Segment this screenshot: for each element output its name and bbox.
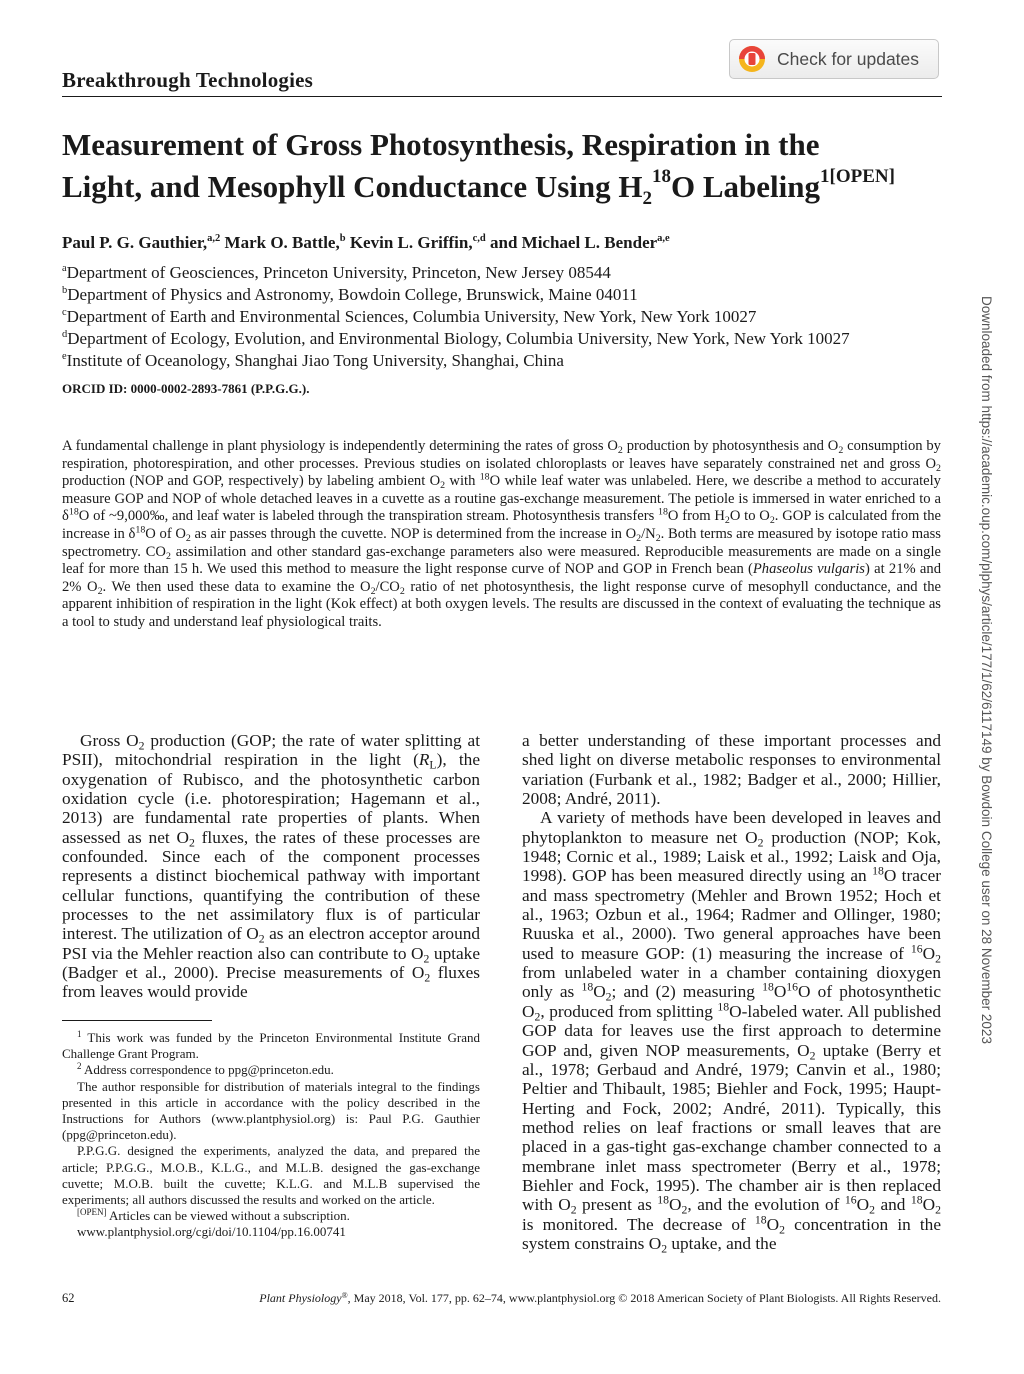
affiliation-key: e <box>62 351 67 362</box>
affiliation <box>62 284 850 306</box>
body-column-left: Gross $O_2$ production (GOP; the rate of water splitting at PSII), mitochondrial respiration in the light $(R_L)$, the oxygenation of Rubisco, and the photosynthetic carbon oxidation cycle (i.e. photorespiration; Hagemann et al., 2013) are fundamental rate properties of plants. When assessed as net $O_2$ fluxes, the rates of these processes are confounded. Since each of the component processes represents a distinct biochemical pathway with important cellular functions, quantifying the contribution of these processes to the net assimilatory flux is of particular interest. The utilization of $O_2$ as an electron acceptor around PSI via the Mehler reaction also can contribute to $O_2$ uptake (Badger et al., 2000). Precise measurements of $O_2$ fluxes from leaves would provide <box>62 731 480 1002</box>
header-rule <box>62 96 942 97</box>
affiliation-text: Department of Ecology, Evolution, and Environmental Biology, Columbia University, New York, New York 10027 <box>67 329 850 348</box>
title-subscript: 2 <box>642 188 652 209</box>
journal-footer: Plant Physiology®, May 2018, Vol. 177, pp. 62–74, www.plantphysiol.org © 2018 American Society of Plant Biologists. All Rights Reserved. <box>259 1291 941 1305</box>
author: Kevin L. Griffin, <box>349 233 473 252</box>
orcid-id: ORCID ID: 0000-0002-2893-7861 (P.P.G.G.). <box>62 381 310 396</box>
author-affiliation-marker: c,d <box>472 233 486 244</box>
title-line-2-rest: O Labeling <box>671 169 821 204</box>
download-watermark: Downloaded from https://academic.oup.com/plphys/article/177/1/62/6117149 by Bowdoin College user on 28 November 2023 <box>979 296 994 1044</box>
title-line-2-main: Light, and Mesophyll Conductance Using H <box>62 169 643 204</box>
author: Paul P. G. Gauthier, <box>62 233 208 252</box>
title-footnote-marker: 1[OPEN] <box>820 166 895 187</box>
footnotes: $^1$ This work was funded by the Princeton Environmental Institute Grand Challenge Grant Program. $^2$ Address correspondence to ppg@princeton.edu. The author responsible for distribution of materials integral to the findings presented in this article in accordance with the policy described in the Instructions for Authors (www.plantphysiol.org) is: Paul P.G. Gauthier (ppg@princeton.edu). P.P.G.G. designed the experiments, analyzed the data, and prepared the article; P.P.G.G., M.O.B., K.L.G., and M.L.B. designed the gas-exchange cuvette; M.O.B. built the cuvette; K.L.G. and M.L.B supervised the experiments; all authors discussed the results and worked on the article. [OPEN] Articles can be viewed without a subscription. www.plantphysiol.org/cgi/doi/10.1104/pp.16.00741 <box>62 1029 480 1240</box>
footnote-rule <box>62 1020 212 1021</box>
affiliation-list <box>62 262 850 372</box>
author-list <box>62 233 670 253</box>
affiliation-text: Institute of Oceanology, Shanghai Jiao Tong University, Shanghai, China <box>66 351 564 370</box>
author: Mark O. Battle, <box>224 233 340 252</box>
check-for-updates-label: Check for updates <box>777 48 920 69</box>
author-affiliation-marker: b <box>339 233 346 244</box>
title-line-1: Measurement of Gross Photosynthesis, Respiration in the <box>62 127 820 162</box>
affiliation-text: Department of Earth and Environmental Sciences, Columbia University, New York, New York 10027 <box>66 307 757 326</box>
affiliation-key: c <box>62 307 67 318</box>
check-for-updates-button[interactable] <box>729 39 939 79</box>
author: and Michael L. Bender <box>489 233 658 252</box>
section-label: Breakthrough Technologies <box>62 68 314 92</box>
affiliation <box>62 328 850 350</box>
article-title <box>62 124 962 208</box>
affiliation <box>62 262 850 284</box>
crossmark-icon <box>738 45 766 73</box>
affiliation <box>62 350 850 372</box>
affiliation-key: a <box>62 263 67 274</box>
title-isotope: 18 <box>652 166 671 187</box>
abstract: A fundamental challenge in plant physiology is independently determining the rates of gross $O_2$ production by photosynthesis and $O_2$ consumption by respiration, photorespiration, and other processes. Previous studies on isolated chloroplasts or leaves have separately constrained net and gross $O_2$ production (NOP and GOP, respectively) by labeling ambient $O_2$ with $^{18}$O while leaf water was unlabeled. Here, we describe a method to accurately measure GOP and NOP of whole detached leaves in a cuvette as a routine gas-exchange measurement. The petiole is immersed in water enriched to a $\delta^{18}O$ of ~9,000‰, and leaf water is labeled through the transpiration stream. Photosynthesis transfers $^{18}$O from $H_2O$ to $O_2$. GOP is calculated from the increase in $\delta^{18}O$ of $O_2$ as air passes through the cuvette. NOP is determined from the increase in $O_2/N_2$. Both terms are measured by isotope ratio mass spectrometry. $CO_2$ assimilation and other standard gas-exchange parameters also were measured. Reproducible measurements are made on a single leaf for more than 15 h. We used this method to measure the light response curve of NOP and GOP in French bean (Phaseolus vulgaris) at 21% and 2% $O_2$. We then used these data to examine the $O_2/CO_2$ ratio of net photosynthesis, the light response curve of mesophyll conductance, and the apparent inhibition of respiration in the light (Kok effect) at both oxygen levels. The results are discussed in the context of evaluating the technique as a tool to study and understand leaf physiological traits. <box>62 438 942 630</box>
affiliation-text: Department of Geosciences, Princeton University, Princeton, New Jersey 08544 <box>66 263 611 282</box>
affiliation-key: d <box>62 329 68 340</box>
author-affiliation-marker: a,2 <box>207 233 221 244</box>
affiliation <box>62 306 850 328</box>
body-column-right: a better understanding of these important processes and shed light on diverse metabolic responses to environmental variation (Furbank et al., 1982; Badger et al., 2000; Hillier, 2008; André, 2011). A variety of methods have been developed in leaves and phytoplankton to measure net $O_2$ production (NOP; Kok, 1948; Cornic et al., 1989; Laisk et al., 1992; Laisk and Oja, 1998). GOP has been measured directly using an $^{18}$O tracer and mass spectrometry (Mehler and Brown 1952; Hoch et al., 1963; Ozbun et al., 1964; Radmer and Ollinger, 1980; Ruuska et al., 2000). Two general approaches have been used to measure GOP: (1) measuring the increase of $^{16}O_2$ from unlabeled water in a chamber containing dioxygen only as $^{18}O_2$; and (2) measuring $^{18}O^{16}O$ of photosynthetic $O_2$, produced from splitting $^{18}$O-labeled water. All published GOP data for leaves use the first approach to determine GOP and, given NOP measurements, $O_2$ uptake (Berry et al., 1978; Gerbaud and André, 1979; Canvin et al., 1980; Peltier and Thibault, 1985; Biehler and Fock, 1995; Haupt-Herting and Fock, 2002; André, 2011). Typically, this method relies on leaf fractions or small leaves that are placed in a gas-tight gas-exchange chamber connected to a membrane inlet mass spectrometer (Berry et al., 1978; Biehler and Fock, 1995). The chamber air is then replaced with $O_2$ present as $^{18}O_2$, and the evolution of $^{16}O_2$ and $^{18}O_2$ is monitored. The decrease of $^{18}O_2$ concentration in the system constrains $O_2$ uptake, and the <box>522 731 941 1256</box>
affiliation-text: Department of Physics and Astronomy, Bowdoin College, Brunswick, Maine 04011 <box>67 285 638 304</box>
author-affiliation-marker: a,e <box>657 233 670 244</box>
title-line-2 <box>62 166 962 208</box>
page-number: 62 <box>62 1291 75 1305</box>
affiliation-key: b <box>62 285 68 296</box>
